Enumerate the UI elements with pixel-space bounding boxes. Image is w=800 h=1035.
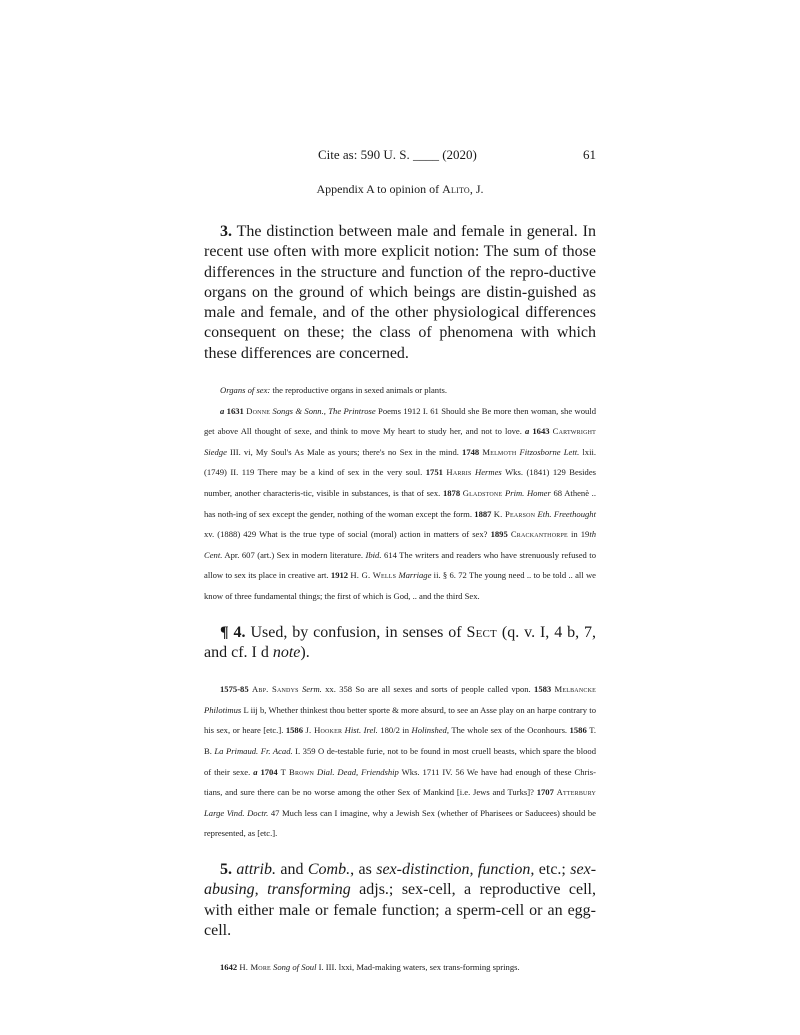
citation: Cite as: 590 U. S. ____ (2020) (318, 147, 477, 162)
sense-5-number: 5. (220, 860, 232, 878)
appendix-prefix: Appendix A to opinion of (316, 182, 443, 196)
pilcrow-symbol: ¶ (220, 623, 234, 641)
appendix-suffix: , J. (469, 182, 484, 196)
sense-3-definition: 3. The distinction between male and female in general. In recent use often with more explicit notion: The sum of those differences in the structure and function of the repro-ductive organs on the ground of which beings are distin-guished as male and female, and of the other physiological differences consequent on these; the class of phenomena with which these differences are concerned. (204, 223, 596, 362)
appendix-author: Alito (442, 182, 470, 196)
sense-5-definition: 5. attrib. and Comb., as sex-distinction, function, etc.; sex-abusing, transforming adjs.; sex-cell, a reproductive cell, with either male or female function; a sperm-cell or an egg-cell. (204, 860, 597, 939)
sense-5-quotations: 1642 H. More Song of Soul I. III. lxxi, Mad-making waters, sex trans-forming springs. (220, 962, 520, 973)
page-header (204, 147, 596, 165)
sense-4-number: 4. (233, 623, 246, 641)
sense-4-definition: ¶ 4. Used, by confusion, in senses of Sect (q. v. I, 4 b, 7, and cf. I d note). (204, 623, 597, 661)
dictionary-entry (204, 206, 596, 978)
sense-3-quotations: a 1631 Donne Songs & Sonn., The Printrose Poems 1912 I. 61 Should she Be more then woman, she would get above All thought of sexe, and think to move My heart to study her, and not to love. a 1643 Cartwright Siedge III. vi, My Soul's As Male as yours; there's no Sex in the mind. 1748 Melmoth Fitzosborne Lett. lxii. (1749) II. 119 There may be a kind of sex in the very soul. 1751 Harris Hermes Wks. (1841) 129 Besides number, another characteris-tic, visible in substances, is that of sex. 1878 Gladstone Prim. Homer 68 Athenè .. has noth-ing of sex except the gender, nothing of the woman except the form. 1887 K. Pearson Eth. Freethought xv. (1888) 429 What is the true type of social (moral) action in matters of sex? 1895 Crackanthorpe in 19th Cent. Apr. 607 (art.) Sex in modern literature. Ibid. 614 The writers and readers who have strenuously refused to allow to sex its place in creative art. 1912 H. G. Wells Marriage ii. § 6. 72 The young need .. to be told .. all we know of three fundamental things; the first of which is God, .. and the third Sex. (204, 405, 597, 602)
page-number: 61 (583, 147, 596, 162)
sense-3-number: 3. (220, 223, 232, 240)
sense-4-quotations: 1575-85 Abp. Sandys Serm. xx. 358 So are all sexes and sorts of people called vpon. 1583 Melbancke Philotimus L iij b, Whether thinkest thou better sporte & more absurd, to see an Asse play on an harpe contrary to his sex, or heare [etc.]. 1586 J. Hooker Hist. Irel. 180/2 in Holinshed, The whole sex of the Oconhours. 1586 T. B. La Primaud. Fr. Acad. I. 359 O de-testable furie, not to be found in most cruell beasts, which spare the blood of their sexe. a 1704 T Brown Dial. Dead, Friendship Wks. 1711 IV. 56 We have had enough of these Chris-tians, and sure there can be no worse among the other Sex of Mankind [i.e. Jews and Turks]? 1707 Atterbury Large Vind. Doctr. 47 Much less can I imagine, why a Jewish Sex (whether of Pharisees or Saducees) should be represented, as [etc.]. (204, 684, 596, 839)
sense-3-organs: Organs of sex: the reproductive organs in sexed animals or plants. (220, 385, 447, 396)
appendix-heading (204, 182, 596, 197)
